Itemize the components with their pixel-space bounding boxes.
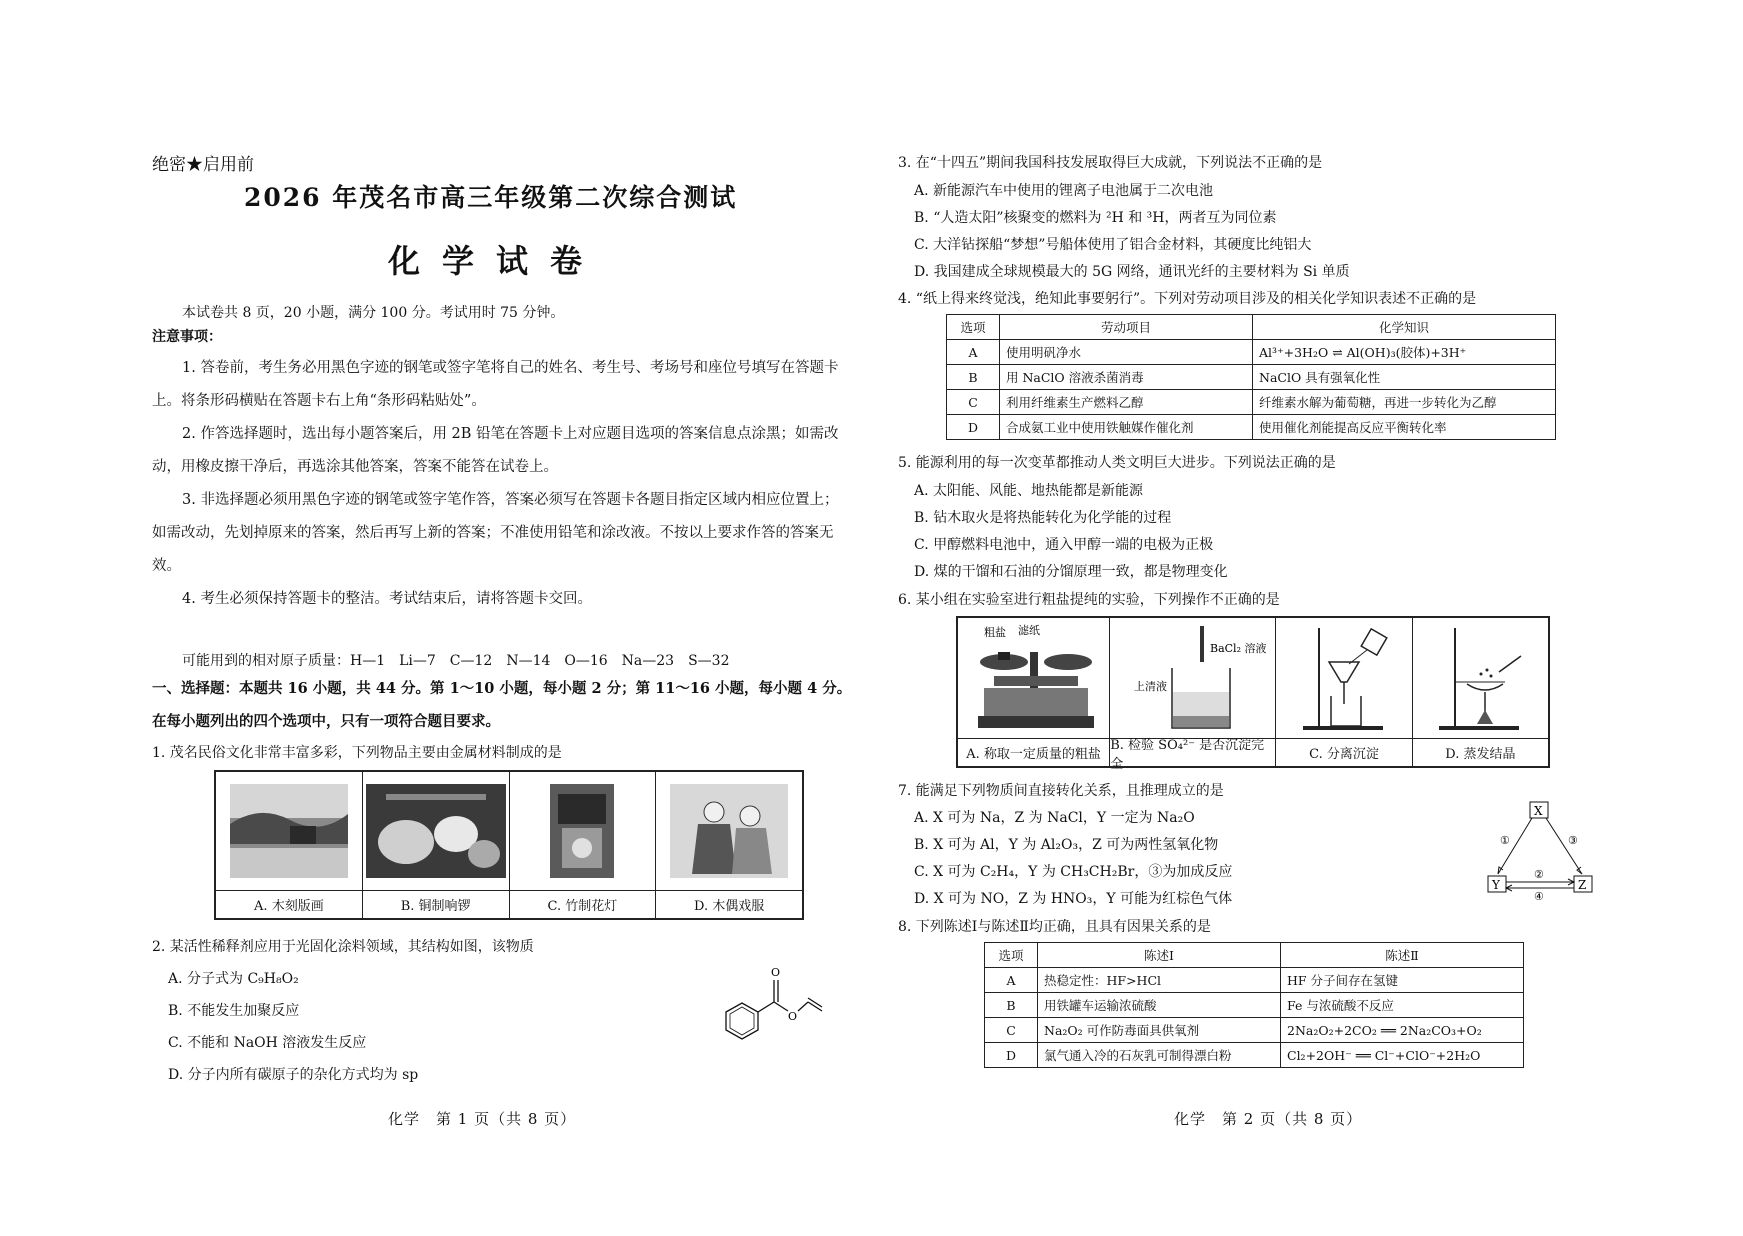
- q2-stem: 2. 某活性稀释剂应用于光固化涂料领域，其结构如图，该物质: [152, 939, 534, 955]
- left-page: [148, 0, 860, 1236]
- step-4-label: ④: [1534, 890, 1544, 900]
- table-row: [947, 415, 1556, 440]
- table-cell: 使用明矾净水: [1000, 340, 1253, 365]
- q5-option-a: A. 太阳能、风能、地热能都是新能源: [914, 483, 1144, 499]
- table-header: 选项: [985, 943, 1038, 968]
- table-row: [985, 993, 1524, 1018]
- table-row: [985, 968, 1524, 993]
- q1-option-b: [363, 772, 510, 918]
- table-header: 陈述Ⅰ: [1038, 943, 1281, 968]
- table-cell: 2Na₂O₂+2CO₂ ══ 2Na₂CO₃+O₂: [1281, 1018, 1524, 1043]
- table-cell: 纤维素水解为葡萄糖，再进一步转化为乙醇: [1253, 390, 1556, 415]
- table-header-row: [985, 943, 1524, 968]
- q1-option-a: [216, 772, 363, 918]
- table-cell: Al³⁺+3H₂O ⇌ Al(OH)₃(胶体)+3H⁺: [1253, 340, 1556, 365]
- node-z: Z: [1578, 878, 1587, 892]
- table-cell: 用 NaClO 溶液杀菌消毒: [1000, 365, 1253, 390]
- table-cell: A: [985, 968, 1038, 993]
- q2-option-b: B. 不能发生加聚反应: [168, 1003, 300, 1019]
- q6-image-table: [956, 616, 1550, 772]
- balance-scale-image: [964, 622, 1104, 734]
- q6-caption-a: A. 称取一定质量的粗盐: [958, 738, 1109, 766]
- q3-option-c: C. 大洋钻探船“梦想”号船体使用了铝合金材料，其硬度比纯铝大: [914, 237, 1312, 253]
- table-row: [947, 340, 1556, 365]
- node-x: X: [1534, 804, 1543, 818]
- table-cell: A: [947, 340, 1000, 365]
- q2-option-d: D. 分子内所有碳原子的杂化方式均为 sp: [168, 1067, 419, 1083]
- bamboo-lantern-image: [550, 784, 614, 878]
- notice-heading: 注意事项：: [152, 329, 222, 345]
- conversion-triangle-diagram: [1484, 800, 1594, 900]
- table-row: [947, 365, 1556, 390]
- step-2-label: ②: [1534, 868, 1544, 881]
- notice-3: 3. 非选择题必须用黑色字迹的钢笔或签字笔作答，答案必须写在答题卡各题目指定区域内相应位置上；如需改动，先划掉原来的答案，然后再写上新的答案；不准使用铅笔和涂改液。不按以上要求作答的答案无效。: [152, 492, 839, 574]
- table-cell: 合成氨工业中使用铁触媒作催化剂: [1000, 415, 1253, 440]
- exam-intro: 本试卷共 8 页，20 小题，满分 100 分。考试用时 75 分钟。: [182, 305, 565, 321]
- table-header: 选项: [947, 315, 1000, 340]
- vinyl-benzoate-structure: [698, 960, 828, 1050]
- q7-option-b: B. X 可为 Al，Y 为 Al₂O₃，Z 可为两性氢氧化物: [914, 837, 1219, 853]
- q6-caption-d: D. 蒸发结晶: [1413, 738, 1548, 766]
- table-cell: Cl₂+2OH⁻ ══ Cl⁻+ClO⁻+2H₂O: [1281, 1043, 1524, 1068]
- node-y: Y: [1492, 878, 1500, 892]
- q1-caption-b: B. 铜制响锣: [363, 890, 509, 918]
- filter-paper-label: 滤纸: [1017, 624, 1040, 637]
- crude-salt-label: 粗盐: [983, 626, 1006, 639]
- puppet-costume-image: [670, 784, 788, 878]
- q6-caption-c: C. 分离沉淀: [1276, 738, 1411, 766]
- q4-stem: 4. “纸上得来终觉浅，绝知此事要躬行”。下列对劳动项目涉及的相关化学知识表述不正确的是: [898, 291, 1477, 307]
- q5-stem: 5. 能源利用的每一次变革都推动人类文明巨大进步。下列说法正确的是: [898, 455, 1336, 471]
- subject-title: 化学试卷: [388, 242, 605, 280]
- q6-caption-b: B. 检验 SO₄²⁻ 是否沉淀完全: [1110, 738, 1275, 766]
- q1-caption-a: A. 木刻版画: [216, 890, 362, 918]
- table-header: 劳动项目: [1000, 315, 1253, 340]
- q4-table: [946, 314, 1556, 440]
- q3-option-b: B. “人造太阳”核聚变的燃料为 ²H 和 ³H，两者互为同位素: [914, 210, 1277, 226]
- table-cell: B: [985, 993, 1038, 1018]
- exam-title: 2026 年茂名市高三年级第二次综合测试: [244, 183, 738, 212]
- notice-4: 4. 考生必须保持答题卡的整洁。考试结束后，请将答题卡交回。: [182, 591, 592, 607]
- q1-option-d: [656, 772, 802, 918]
- section-heading: 一、选择题：本题共 16 小题，共 44 分。第 1～10 小题，每小题 2 分；第 11～16 小题，每小题 4 分。在每小题列出的四个选项中，只有一项符合题目要求。: [152, 680, 852, 730]
- carbonyl-oxygen-label: O: [771, 966, 781, 979]
- table-cell: 用铁罐车运输浓硫酸: [1038, 993, 1281, 1018]
- step-3-label: ③: [1568, 834, 1578, 847]
- q1-image-table: [214, 770, 804, 920]
- confidential-mark: 绝密★启用前: [152, 155, 254, 175]
- q8-table: [984, 942, 1524, 1068]
- right-page: [898, 0, 1587, 1236]
- woodcut-print-image: [230, 784, 348, 878]
- table-cell: 热稳定性：HF>HCl: [1038, 968, 1281, 993]
- q7-option-d: D. X 可为 NO，Z 为 HNO₃，Y 可能为红棕色气体: [914, 891, 1233, 907]
- q3-option-a: A. 新能源汽车中使用的锂离子电池属于二次电池: [914, 183, 1214, 199]
- table-row: [985, 1043, 1524, 1068]
- q5-option-c: C. 甲醇燃料电池中，通入甲醇一端的电极为正极: [914, 537, 1214, 553]
- beaker-dropper-image: [1118, 622, 1268, 734]
- table-cell: Na₂O₂ 可作防毒面具供氧剂: [1038, 1018, 1281, 1043]
- q1-option-c: [510, 772, 657, 918]
- filtration-image: [1289, 622, 1399, 734]
- table-cell: Fe 与浓硫酸不反应: [1281, 993, 1524, 1018]
- table-cell: C: [947, 390, 1000, 415]
- table-cell: D: [947, 415, 1000, 440]
- table-cell: D: [985, 1043, 1038, 1068]
- table-cell: HF 分子间存在氢键: [1281, 968, 1524, 993]
- table-cell: 氯气通入冷的石灰乳可制得漂白粉: [1038, 1043, 1281, 1068]
- q3-stem: 3. 在“十四五”期间我国科技发展取得巨大成就，下列说法不正确的是: [898, 155, 1323, 171]
- copper-gong-image: [366, 784, 506, 878]
- q7-option-c: C. X 可为 C₂H₄，Y 为 CH₃CH₂Br，③为加成反应: [914, 864, 1233, 880]
- q8-stem: 8. 下列陈述Ⅰ与陈述Ⅱ均正确，且具有因果关系的是: [898, 919, 1211, 935]
- table-row: [985, 1018, 1524, 1043]
- table-row: [947, 390, 1556, 415]
- q5-option-b: B. 钻木取火是将热能转化为化学能的过程: [914, 510, 1172, 526]
- q3-option-d: D. 我国建成全球规模最大的 5G 网络，通讯光纤的主要材料为 Si 单质: [914, 264, 1350, 280]
- q5-option-d: D. 煤的干馏和石油的分馏原理一致，都是物理变化: [914, 564, 1228, 580]
- notice-1: 1. 答卷前，考生务必用黑色字迹的钢笔或签字笔将自己的姓名、考生号、考场号和座位号填写在答题卡上。将条形码横贴在答题卡右上角“条形码粘贴处”。: [152, 360, 839, 409]
- bacl2-label: BaCl₂ 溶液: [1209, 642, 1267, 655]
- q2-option-c: C. 不能和 NaOH 溶液发生反应: [168, 1035, 367, 1051]
- q1-caption-c: C. 竹制花灯: [510, 890, 656, 918]
- ester-oxygen-label: O: [788, 1010, 798, 1023]
- q6-stem: 6. 某小组在实验室进行粗盐提纯的实验，下列操作不正确的是: [898, 592, 1280, 608]
- atomic-masses: 可能用到的相对原子质量：H—1 Li—7 C—12 N—14 O—16 Na—23 S—32: [182, 653, 730, 669]
- supernatant-label: 上清液: [1133, 680, 1167, 693]
- q7-stem: 7. 能满足下列物质间直接转化关系，且推理成立的是: [898, 783, 1224, 799]
- evaporation-image: [1425, 622, 1535, 734]
- table-header: 陈述Ⅱ: [1281, 943, 1524, 968]
- table-cell: 使用催化剂能提高反应平衡转化率: [1253, 415, 1556, 440]
- q6-option-b: [1110, 618, 1276, 772]
- q7-option-a: A. X 可为 Na，Z 为 NaCl，Y 一定为 Na₂O: [914, 810, 1195, 826]
- q6-option-c: [1276, 618, 1412, 766]
- notice-2: 2. 作答选择题时，选出每小题答案后，用 2B 铅笔在答题卡上对应题目选项的答案信息点涂黑；如需改动，用橡皮擦干净后，再选涂其他答案，答案不能答在试卷上。: [152, 426, 839, 475]
- q1-stem: 1. 茂名民俗文化非常丰富多彩，下列物品主要由金属材料制成的是: [152, 745, 562, 761]
- q6-option-d: [1413, 618, 1548, 766]
- q6-option-a: [958, 618, 1110, 766]
- page-footer-1: 化学 第 1 页（共 8 页）: [388, 1110, 577, 1128]
- q1-caption-d: D. 木偶戏服: [656, 890, 802, 918]
- q2-option-a: A. 分子式为 C₉H₈O₂: [168, 971, 299, 987]
- table-cell: C: [985, 1018, 1038, 1043]
- table-cell: B: [947, 365, 1000, 390]
- table-cell: 利用纤维素生产燃料乙醇: [1000, 390, 1253, 415]
- step-1-label: ①: [1500, 834, 1510, 847]
- table-header: 化学知识: [1253, 315, 1556, 340]
- table-cell: NaClO 具有强氧化性: [1253, 365, 1556, 390]
- table-header-row: [947, 315, 1556, 340]
- page-footer-2: 化学 第 2 页（共 8 页）: [1174, 1110, 1363, 1128]
